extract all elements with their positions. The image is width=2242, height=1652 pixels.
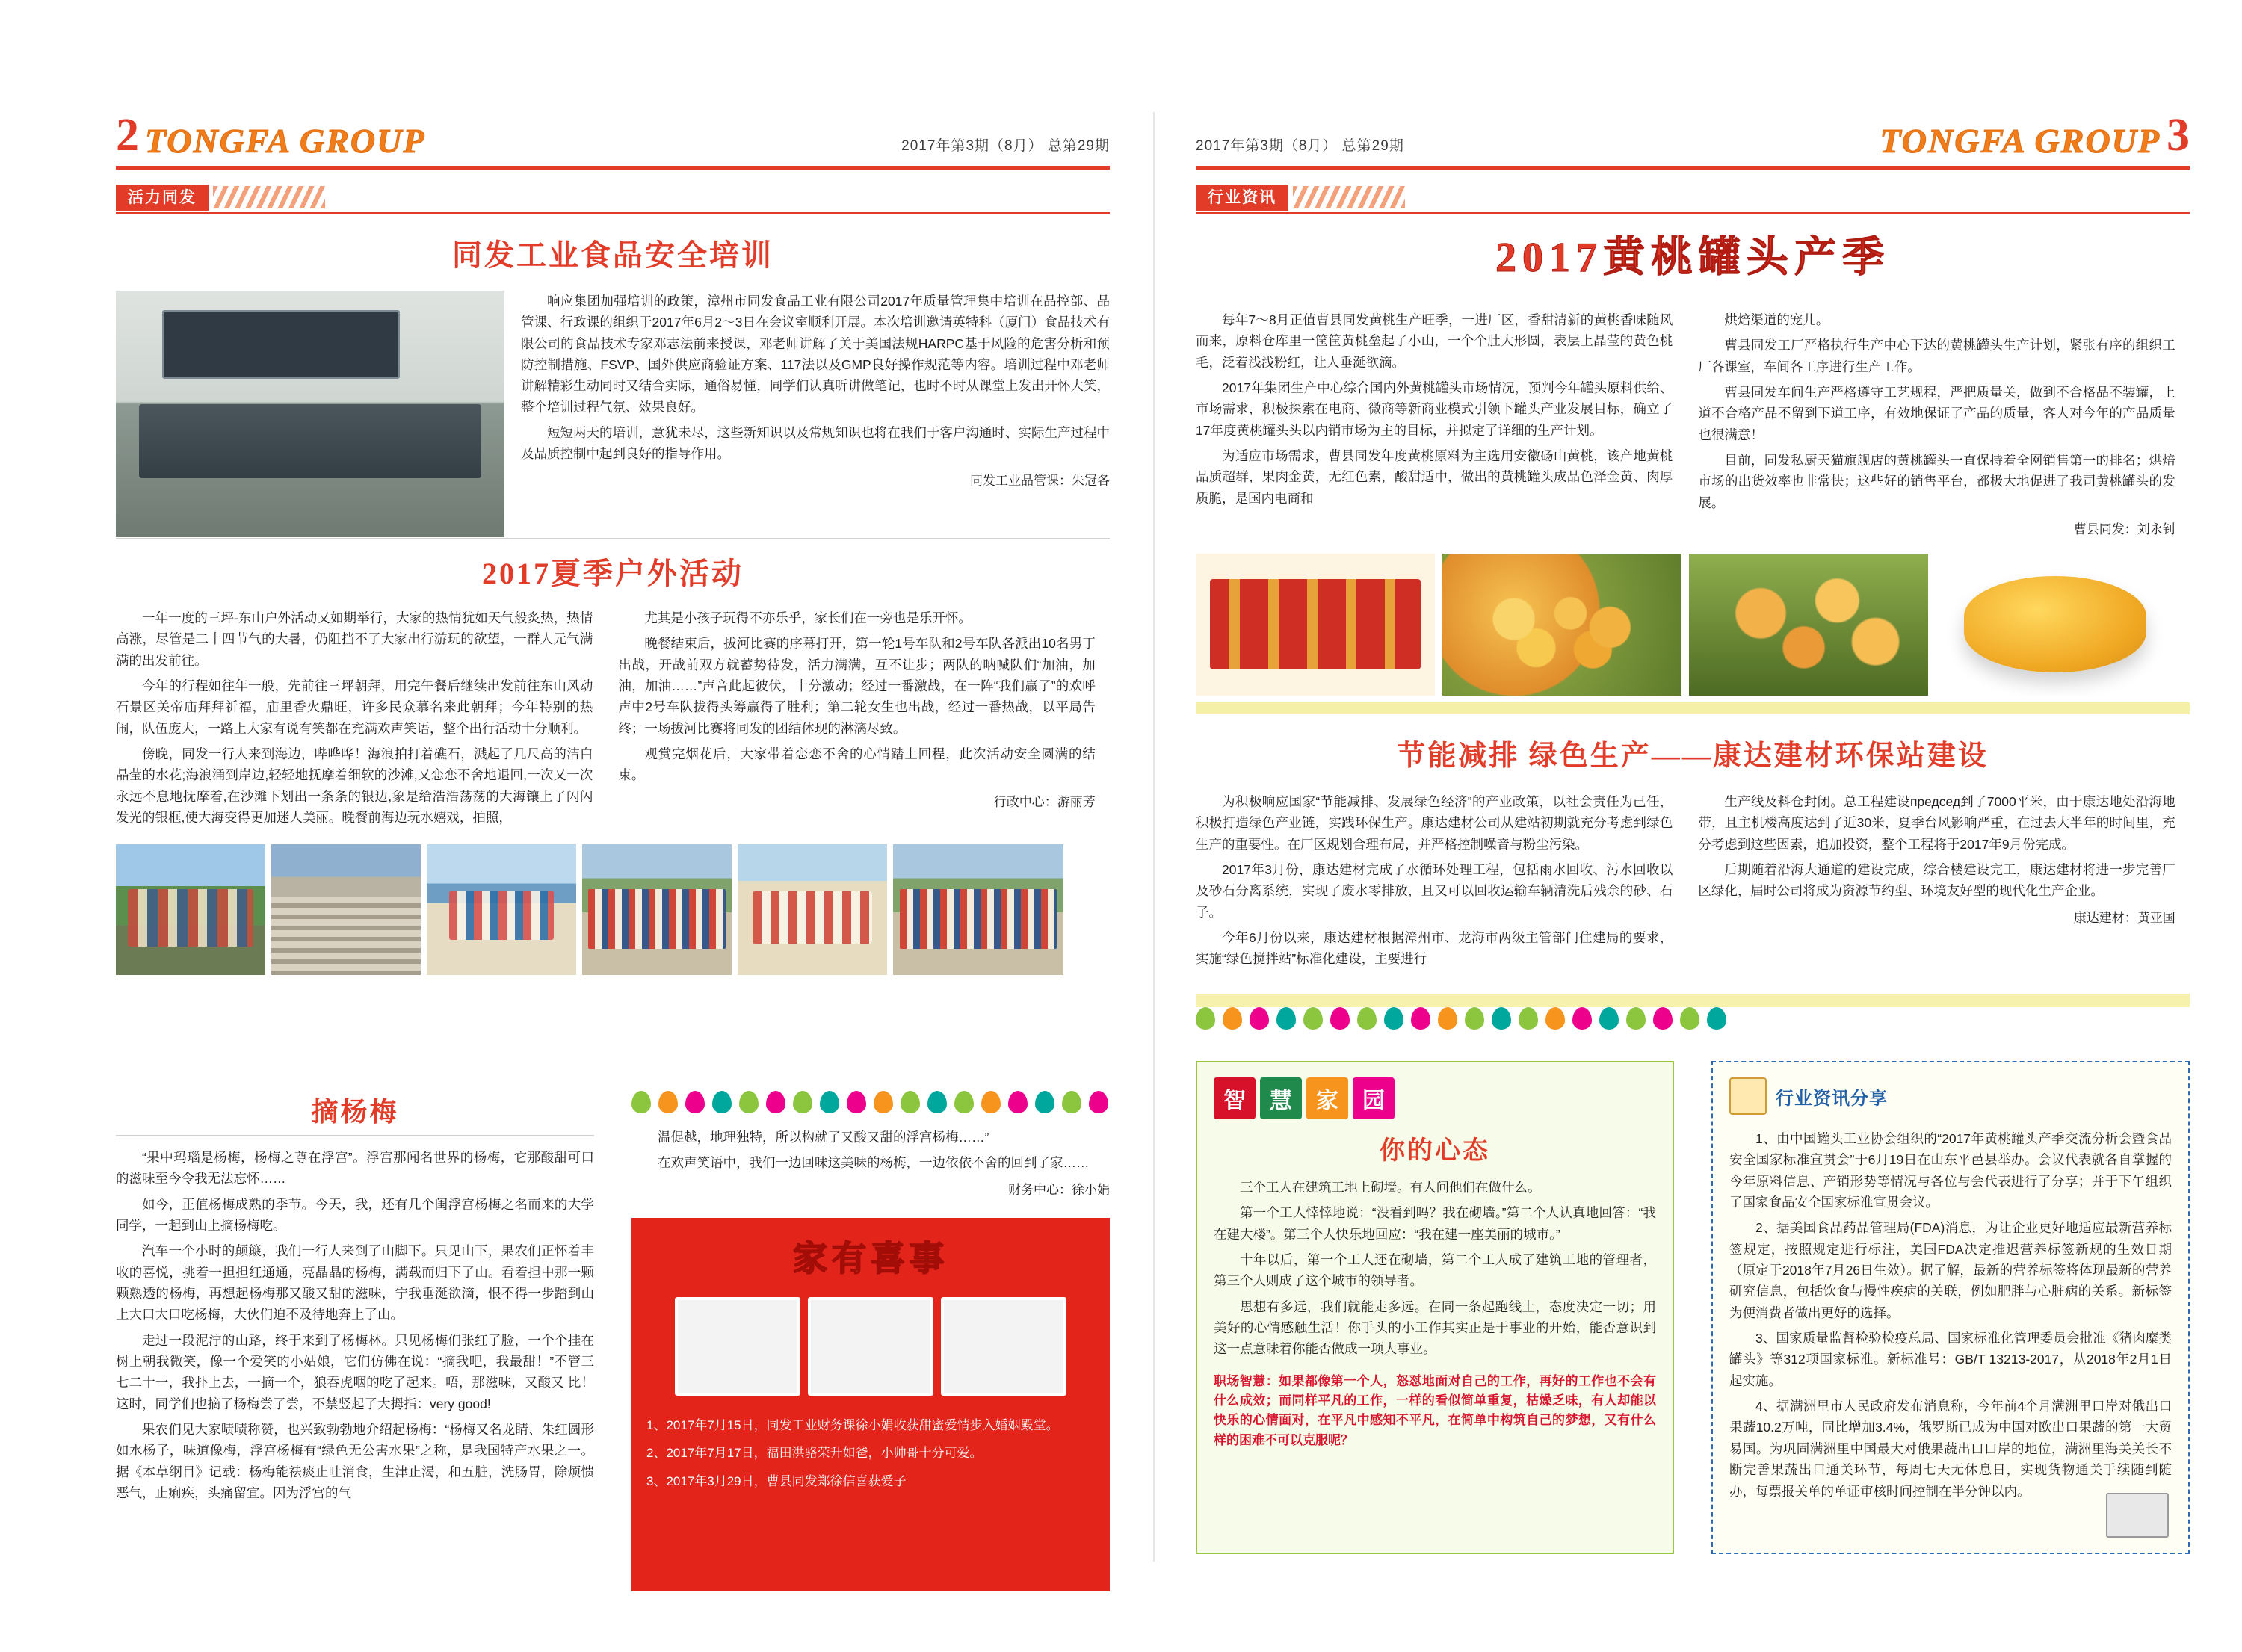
left-issue-info: 2017年第3期（8月） 总第29期	[901, 138, 1110, 154]
peach-col2-p2: 曹县同发工厂严格执行生产中心下达的黄桃罐头生产计划，紧张有序的组织工厂各课室，车间各工序进行生产工作。	[1698, 338, 2175, 374]
wisdom-p3: 十年以后，第一个工人还在砌墙，第二个工人成了建筑工地的管理者，第三个人则成了这个城市的领导者。	[1214, 1252, 1656, 1289]
article3-p4: 走过一段泥泞的山路，终于来到了杨梅林。只见杨梅们张红了脸，一个个挂在树上朝我微笑，像一个爱笑的小姑娘，它们仿佛在说：“摘我吧，我最甜！”不管三七二十一，我扑上去，一摘一个，狼吞虎咽的吃了起来。唔，那滋味，又酸又 比！这时，同学们也摘了杨梅尝了尝，不禁竖起了大拇指：very good!	[116, 1332, 594, 1411]
right-tab-rule	[1196, 212, 2190, 214]
outdoor-photo-group	[582, 844, 732, 975]
right-brand: TONGFA GROUP	[1880, 122, 2161, 160]
article2-top-rule	[116, 538, 1110, 539]
ad-title: 家有喜事	[793, 1240, 948, 1278]
divider-band-bottom	[1196, 994, 2190, 1007]
industry-share-box	[1711, 1061, 2190, 1554]
ad-photo-1	[675, 1297, 800, 1396]
peach-col1-p3: 为适应市场需求，曹县同发年度黄桃原料为主选用安徽砀山黄桃，该产地黄桃品质超群，果肉金黄，无红色素，酸甜适中，做出的黄桃罐头成品色泽金黄、肉厚质脆，是国内电商和	[1196, 448, 1673, 506]
page-gutter	[1153, 112, 1155, 1562]
article3-rule	[116, 1135, 594, 1136]
green-col1-p3: 今年6月份以来，康达建材根据漳州市、龙海市两级主管部门住建局的要求，实施“绿色搅拌站”标准化建设，主要进行	[1196, 930, 1673, 967]
share-item-1: 1、由中国罐头工业协会组织的“2017年黄桃罐头产季交流分析会暨食品安全国家标准宣贯会”于6月19日在山东平邑县举办。会议代表就各自掌握的今年原料信息、产销形势等情况与各位与会代表进行了分享；并于下午组织了国家食品安全国家标准宣贯会议。	[1729, 1131, 2172, 1210]
peach-photo-giftbox	[1196, 554, 1435, 696]
article3-title: 摘杨梅	[311, 1097, 399, 1127]
article3-p3: 汽车一个小时的颠簸，我们一行人来到了山脚下。只见山下，果农们正怀着丰收的喜悦，挑着一担担红通通，亮晶晶的杨梅，满载而归下了山。看着担中那一颗颗熟透的杨梅，再想起杨梅那又酸又甜的滋味，宁我垂涎欲滴，恨不得一步踏到山上大口大口吃杨梅，大伙们迫不及待地奔上了山。	[116, 1243, 594, 1322]
green-col1-p2: 2017年3月份，康达建材完成了水循环处理工程，包括雨水回收、污水回收以及砂石分离系统，实现了废水零排放，且又可以回收运输车辆清洗后残余的砂、石子。	[1196, 862, 1673, 920]
share-title: 行业资讯分享	[1776, 1088, 1888, 1109]
ad-line-2: 2、2017年7月17日，福田洪骆荣升如爸，小帅哥十分可爱。	[646, 1446, 983, 1461]
article-summer-outdoor	[116, 530, 1110, 975]
ad-lines	[646, 1415, 1095, 1491]
left-section-label: 活力同发	[116, 185, 209, 211]
left-page-number: 2	[116, 110, 139, 161]
article2-signature: 行政中心：游丽芳	[993, 794, 1096, 809]
article1-title: 同发工业食品安全培训	[452, 238, 773, 272]
article2-col2-p3: 观赏完烟花后，大家带着恋恋不舍的心情踏上回程，此次活动安全圆满的结束。	[618, 746, 1096, 783]
outdoor-photo-tugofwar	[116, 844, 265, 975]
article3-right-p1: 温促越，地理独特，所以构就了又酸又甜的浮宫杨梅……”	[658, 1130, 989, 1145]
wisdom-tile-2: 慧	[1260, 1077, 1302, 1119]
article2-col2-p1: 尤其是小孩子玩得不亦乐乎，家长们在一旁也是乐开怀。	[644, 610, 972, 625]
wisdom-tile-1: 智	[1214, 1077, 1256, 1119]
article3-p5: 果农们见大家啧啧称赞，也兴致勃勃地介绍起杨梅：“杨梅又名龙睛、朱红圆形如水杨子，味道像梅，浮宫杨梅有“绿色无公害水果”之称，是我国特产水果之一。据《本草纲目》记载：杨梅能祛痰止吐消食，生津止渴，和五脏，洗肠胃，除烦愦恶气，止痢疾，头痛留宜。因为浮宫的气	[116, 1422, 594, 1501]
article-yellow-peach-season	[1196, 224, 2190, 696]
share-item-4: 4、据满洲里市人民政府发布消息称，今年前4个月满洲里口岸对俄出口果蔬10.2万吨，同比增加3.4%，俄罗斯已成为中国对欧出口果蔬的第一大贸易国。为巩固满洲里中国最大对俄果蔬出口口岸的地位，满洲里海关关长不断完善果蔬出口通关环节，每周七天无休息日，实现货物通关手续随到随办，每票报关单的单证审核时间控制在半分钟以内。	[1729, 1399, 2172, 1499]
green-article-title: 节能减排 绿色生产——康达建材环保站建设	[1397, 740, 1989, 772]
article2-col1-p3: 傍晚，同发一行人来到海边，哔哗哗！海浪拍打着礁石，溅起了几尺高的洁白晶莹的水花;海浪涌到岸边,轻轻地抚摩着细软的沙滩,又恋恋不舍地退回,一次又一次永远不息地抚摩着,在沙滩下划出一条条的银边,象是给浩浩荡荡的大海镶上了闪闪发光的银框,使大海变得更加迷人美丽。晚餐前海边玩水嬉戏，拍照，	[116, 746, 593, 826]
article-green-production	[1196, 732, 2190, 974]
newspaper-icon	[1729, 1077, 1767, 1115]
right-page-number: 3	[2167, 110, 2190, 161]
right-masthead-rule	[1196, 166, 2190, 170]
outdoor-photo-banner	[893, 844, 1063, 975]
peach-col2-p1: 烘焙渠道的宠儿。	[1724, 312, 1829, 327]
outdoor-photo-sand	[738, 844, 887, 975]
wisdom-p1: 三个工人在建筑工地上砌墙。有人问他们在做什么。	[1240, 1180, 1541, 1195]
peach-photo-canned-halves	[1936, 554, 2175, 696]
article2-col1-p1: 一年一度的三坪-东山户外活动又如期举行，大家的热情犹如天气般炙热，热情高涨，尽管是二十四节气的大暑，仍阻挡不了大家出行游玩的欲望，一群人元气满满的出发前往。	[116, 610, 593, 668]
right-section-tab	[1196, 184, 1405, 211]
article1-signature: 同发工业品管课：朱冠各	[970, 473, 1110, 488]
article2-title: 2017夏季户外活动	[482, 557, 744, 590]
peach-photo-basket	[1442, 554, 1682, 696]
green-col2-p1: 生产线及料仓封闭。总工程建设председ到了7000平米，由于康达地处沿海地带，且主机楼高度达到了近30米，夏季台风影响严重，在过去大半年的时间里，充分考虑到这些因素，追加投资，整个工程将于2017年9月份完成。	[1698, 794, 2175, 852]
left-masthead	[116, 112, 1110, 170]
ad-family-happy-events	[631, 1218, 1110, 1591]
peach-col2-p4: 目前，同发私厨天猫旗舰店的黄桃罐头一直保持着全网销售第一的排名；烘焙市场的出货效率也非常快；这些好的销售平台，都极大地促进了我司黄桃罐头的发展。	[1698, 453, 2175, 510]
wisdom-p4: 思想有多远，我们就能走多远。在同一条起跑线上，态度决定一切；用美好的心情感触生活！你手头的小工作其实正是于事业的开始，能否意识到这一点意味着你能否做成一项大事业。	[1214, 1299, 1656, 1357]
article2-col1-p2: 今年的行程如往年一般，先前往三坪朝拜，用完午餐后继续出发前往东山风动石景区关帝庙拜拜祈福，庙里香火鼎旺，许多民众慕名来此朝拜；今年特别的热闹，队伍庞大，一路上大家有说有笑都在充满欢声笑语，整个出行活动十分顺利。	[116, 678, 593, 736]
left-page	[116, 112, 1110, 1562]
ad-line-3: 3、2017年3月29日，曹县同发郑徐信喜获爱子	[646, 1473, 907, 1488]
wisdom-tile-3: 家	[1306, 1077, 1348, 1119]
ad-photo-3	[941, 1297, 1066, 1396]
leaf-divider	[631, 1091, 1110, 1113]
ad-photo-2	[808, 1297, 933, 1396]
divider-band-top	[1196, 702, 2190, 714]
article3-p1: “果中玛瑙是杨梅，杨梅之尊在浮宫”。浮宫那闻名世界的杨梅，它那酸甜可口的滋味至今令我无法忘怀……	[116, 1150, 594, 1187]
green-signature: 康达建材：黄亚国	[2073, 910, 2175, 925]
share-header	[1729, 1077, 2172, 1115]
article1-para-2: 短短两天的培训，意犹未尽，这些新知识以及常规知识也将在我们于客户沟通时、实际生产过程中及品质控制中起到良好的指导作用。	[521, 425, 1110, 462]
outdoor-photo-stairs	[271, 844, 421, 975]
wisdom-home-box	[1196, 1061, 1674, 1554]
outdoor-photo-beach	[427, 844, 576, 975]
left-masthead-rule	[116, 166, 1110, 170]
wisdom-tiles	[1214, 1077, 1656, 1119]
article-food-safety-training	[116, 232, 1110, 537]
peach-col1-p1: 每年7～8月正值曹县同发黄桃生产旺季，一进厂区，香甜清新的黄桃香味随风而来，原料仓库里一筐筐黄桃垒起了小山，一个个肚大形圆，表层上晶莹的黄色桃毛，泛着浅浅粉红，让人垂涎欲滴。	[1196, 312, 1673, 370]
left-brand: TONGFA GROUP	[145, 122, 426, 160]
wisdom-red-quote: 职场智慧：如果都像第一个人，怒怼地面对自己的工作，再好的工作也不会有什么成效；而同样平凡的工作，一样的看似简单重复，枯燥乏味，有人却能以快乐的心情面对，在平凡中感知不平凡，在简单中构筑自己的梦想，又有什么样的困难不可以克服呢？	[1214, 1373, 1656, 1447]
article3-right-p2: 在欢声笑语中，我们一边回味这美味的杨梅，一边依依不舍的回到了家……	[658, 1155, 1090, 1171]
peach-photo-orchard	[1689, 554, 1928, 696]
article2-col2-p2: 晚餐结束后，拔河比赛的序幕打开，第一轮1号车队和2号车队各派出10名男丁出战，开战前双方就蓄势待发，活力满满，互不让步；两队的呐喊队们“加油，加油，加油……”声音此起彼伏，十分激动；经过一番激战，在一阵“我们赢了”的欢呼声中2号车队拔得头筹赢得了胜利；第二轮女生也出战，经过一番热战，以平局告终；一场拔河比赛将同发的团结体现的淋漓尽致。	[618, 636, 1096, 736]
ad-photo-row	[646, 1297, 1095, 1396]
leaf-divider-right	[1196, 1007, 2190, 1030]
article3-right-column	[631, 1091, 1110, 1591]
article3-signature: 财务中心：徐小娟	[1008, 1182, 1110, 1197]
peach-article-title: 2017黄桃罐头产季	[1495, 235, 1890, 281]
share-item-3: 3、国家质量监督检验检疫总局、国家标准化管理委员会批准《猪肉糜类罐头》等312项国家标准。新标准号：GB/T 13213-2017，从2018年2月1日起实施。	[1729, 1331, 2172, 1388]
right-section-label: 行业资讯	[1196, 185, 1288, 211]
article1-para-1: 响应集团加强培训的政策，漳州市同发食品工业有限公司2017年质量管理集中培训在品控部、品管课、行政课的组织于2017年6月2～3日在会议室顺利开展。本次培训邀请英特科（厦门）食品技术有限公司的食品技术专家邓志法前来授课，邓老师讲解了关于美国法规HARPC基于风险的危害分析和预防控制措施、FSVP、国外供应商验证方案、117法以及GMP良好操作规范等内容。培训过程中邓老师讲解精彩生动同时又结合实际，通俗易懂，同学们认真听讲做笔记，也时不时从课堂上发出开怀大笑，整个培训过程气氛、效果良好。	[521, 294, 1110, 415]
article3-p2: 如今，正值杨梅成熟的季节。今天，我，还有几个闺浮宫杨梅之名而来的大学同学，一起到山上摘杨梅吃。	[116, 1196, 594, 1234]
books-icon	[2106, 1493, 2169, 1538]
article-pick-bayberry	[116, 1091, 594, 1509]
right-page	[1196, 112, 2190, 1562]
left-tab-rule	[116, 212, 1110, 214]
peach-col1-p2: 2017年集团生产中心综合国内外黄桃罐头市场情况，预判今年罐头原料供给、市场需求，积极探索在电商、微商等新商业模式引领下罐头产业发展目标，确立了17年度黄桃罐头头以内销市场为主的目标，并拟定了详细的生产计划。	[1196, 380, 1673, 438]
green-col2-p2: 后期随着沿海大通道的建设完成，综合楼建设完工，康达建材将进一步完善厂区绿化，届时公司将成为资源节约型、环境友好型的现代化生产企业。	[1698, 862, 2175, 899]
wisdom-tile-4: 园	[1353, 1077, 1395, 1119]
share-item-2: 2、据美国食品药品管理局(FDA)消息，为让企业更好地适应最新营养标签规定，按照规定进行标注，美国FDA决定推迟营养标签新规的生效日期（原定于2018年7月26日生效）。据了解，最新的营养标签将体现最新的营养研究信息，包括饮食与慢性疾病的关联，例如肥胖与心脏病的关系。新标签为便消费者做出更好的选择。	[1729, 1220, 2172, 1320]
wisdom-p2: 第一个工人悻悻地说：“没看到吗？我在砌墙。”第二个人认真地回答：“我在建大楼”。第三个人快乐地回应：“我在建一座美丽的城市。”	[1214, 1205, 1656, 1242]
peach-signature: 曹县同发：刘永钊	[2073, 522, 2175, 537]
training-photo	[116, 291, 504, 537]
green-col1-p1: 为积极响应国家“节能减排、发展绿色经济”的产业政策，以社会责任为己任，积极打造绿色产业链，实践环保生产。康达建材公司从建站初期就充分考虑到绿色生产的重要性。在厂区规划合理布局，并严格控制噪音与粉尘污染。	[1196, 794, 1673, 852]
peach-col2-p3: 曹县同发车间生产严格遵守工艺规程，严把质量关，做到不合格品不装罐，上道不合格产品不留到下道工序，有效地保证了产品的质量，客人对今年的产品质量也很满意！	[1698, 385, 2175, 442]
left-section-stripes	[213, 186, 325, 208]
ad-line-1: 1、2017年7月15日，同发工业财务课徐小娟收获甜蜜爱情步入婚姻殿堂。	[646, 1418, 1059, 1433]
right-issue-info: 2017年第3期（8月） 总第29期	[1196, 138, 1404, 154]
right-section-stripes	[1293, 186, 1405, 208]
right-masthead	[1196, 112, 2190, 170]
left-section-tab	[116, 184, 325, 211]
wisdom-title: 你的心态	[1380, 1137, 1490, 1165]
